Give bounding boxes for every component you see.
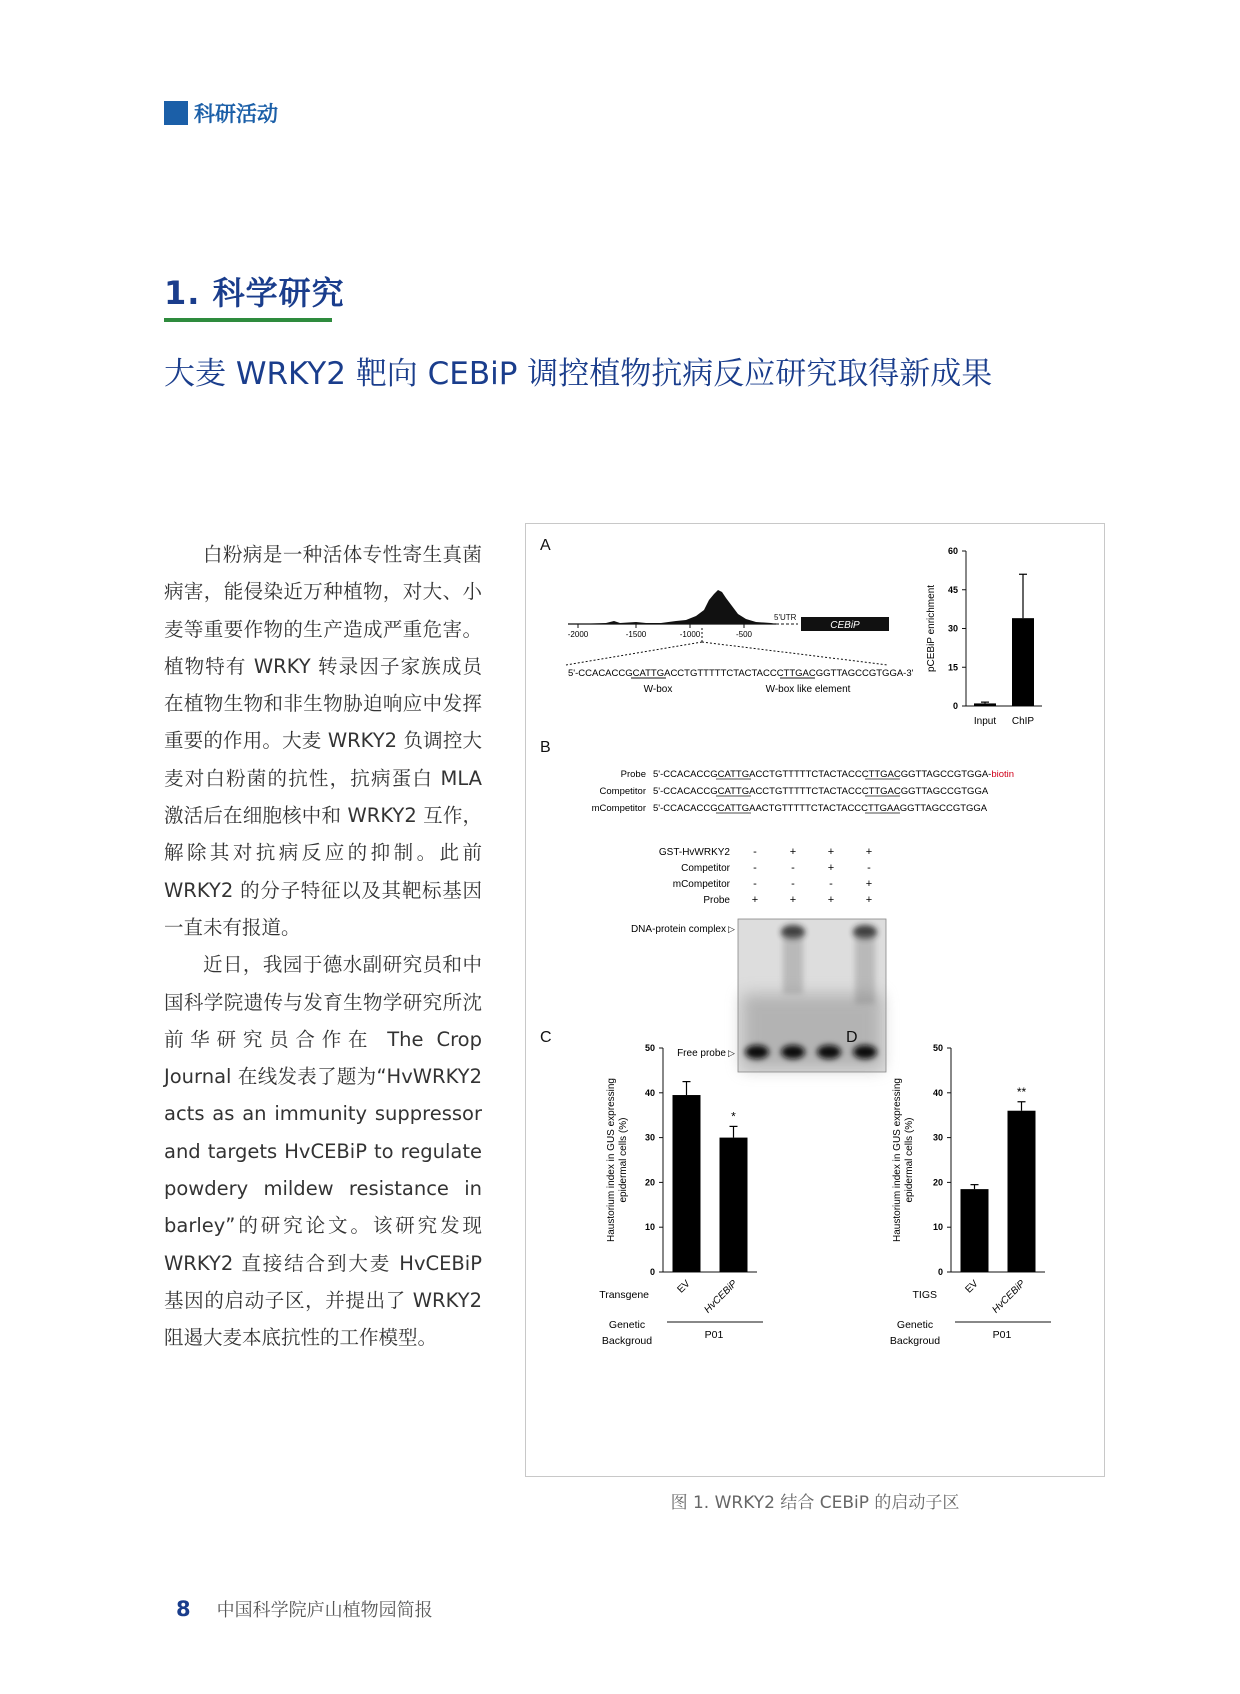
condition-mark: + (827, 862, 835, 874)
condition-mark: - (829, 878, 833, 890)
tick-label: -2000 (567, 630, 589, 639)
significance-mark: * (731, 1109, 736, 1124)
chip-peak (576, 590, 776, 624)
condition-name: mCompetitor (672, 879, 730, 890)
y-tick-label: 0 (952, 701, 958, 711)
y-tick-label: 10 (644, 1222, 655, 1233)
x-category-label: HvCEBiP (990, 1278, 1028, 1316)
y-axis-label: epidermal cells (%) (618, 1117, 629, 1203)
y-tick-label: 60 (947, 546, 958, 556)
y-tick-label: 0 (649, 1267, 655, 1277)
significance-mark: ** (1016, 1084, 1027, 1099)
seq-row-name: mCompetitor (591, 803, 646, 814)
free-probe-arrow: ▷ (728, 1048, 735, 1058)
seq-row-name: Competitor (599, 786, 646, 797)
page-footer (176, 1596, 433, 1622)
complex-arrow: ▷ (728, 924, 735, 934)
tick-label: -1000 (679, 630, 701, 639)
panel-label: D (846, 1029, 858, 1046)
group-label: Backgroud (889, 1335, 941, 1347)
y-tick-label: 50 (932, 1043, 943, 1053)
condition-mark: - (753, 846, 757, 858)
x-category-label: EV (963, 1278, 981, 1296)
seq-row-name: Probe (620, 769, 646, 780)
zoom-line-left (566, 642, 702, 665)
tick-label: -500 (735, 630, 753, 639)
wbox-label: W-box (643, 684, 673, 695)
condition-mark: - (791, 878, 795, 890)
bar (1008, 1111, 1036, 1272)
y-axis-label: epidermal cells (%) (904, 1117, 915, 1203)
article-body (164, 536, 482, 1357)
y-tick-label: 15 (947, 662, 958, 673)
y-tick-label: 20 (644, 1177, 655, 1188)
chart-tigs-haustorium (846, 1029, 1051, 1347)
condition-mark: - (867, 862, 871, 874)
figure-svg (526, 524, 1104, 1476)
chart-transgene-haustorium (540, 1029, 763, 1347)
seq-row-sequence: 5'-CCACACCGCATTGACCTGTTTTTCTACTACCCTTGACGGTTAGCCGTGGA-biotin (653, 769, 1015, 780)
publication-title: 中国科学院庐山植物园简报 (216, 1600, 433, 1621)
article-title: 大麦 WRKY2 靶向 CEBiP 调控植物抗病反应研究取得新成果 (164, 356, 993, 392)
condition-mark: - (753, 862, 757, 874)
section-heading (164, 268, 345, 322)
seq-row-sequence: 5'-CCACACCGCATTGACCTGTTTTTCTACTACCCTTGACGGTTAGCCGTGGA (653, 786, 989, 797)
group-label: Genetic (608, 1319, 646, 1331)
x-category-label: Input (973, 716, 997, 727)
header-section-label: 科研活动 (194, 102, 278, 126)
x-category-label: ChIP (1011, 716, 1035, 727)
promoter-sequence: 5'-CCACACCGCATTGACCTGTTTTTCTACTACCCTTGACGGTTAGCCGTGGA-3' (568, 668, 914, 679)
y-tick-label: 30 (644, 1132, 655, 1143)
y-axis-label: Haustorium index in GUS expressing (606, 1078, 617, 1242)
condition-mark: + (827, 846, 835, 858)
y-tick-label: 10 (932, 1222, 943, 1233)
seq-row-sequence: 5'-CCACACCGCATTGAACTGTTTTTCTACTACCCTTGAAGGTTAGCCGTGGA (653, 803, 988, 814)
group-label: Genetic (896, 1319, 934, 1331)
condition-name: Probe (703, 895, 730, 906)
condition-mark: + (751, 894, 759, 906)
y-axis-label: Haustorium index in GUS expressing (892, 1078, 903, 1242)
panel-b-label: B (540, 739, 551, 756)
condition-mark: - (753, 878, 757, 890)
x-category-label: EV (675, 1278, 693, 1296)
gene-label: CEBiP (830, 620, 860, 631)
y-tick-label: 0 (937, 1267, 943, 1277)
section-heading-underline (164, 318, 332, 322)
condition-mark: - (791, 862, 795, 874)
condition-mark: + (789, 846, 797, 858)
y-tick-label: 50 (644, 1043, 655, 1053)
free-probe-label: Free probe (677, 1048, 726, 1059)
y-tick-label: 20 (932, 1177, 943, 1188)
condition-name: GST-HvWRKY2 (658, 847, 730, 858)
y-tick-label: 45 (947, 584, 958, 595)
condition-name: Competitor (681, 863, 730, 874)
condition-mark: + (865, 846, 873, 858)
y-tick-label: 30 (932, 1132, 943, 1143)
group-label: Backgroud (601, 1335, 653, 1347)
row-label: TIGS (912, 1289, 937, 1301)
bar (1012, 618, 1034, 706)
group-value: P01 (992, 1329, 1012, 1341)
bar (720, 1138, 748, 1272)
condition-mark: + (865, 894, 873, 906)
y-tick-label: 40 (644, 1087, 655, 1098)
page-header (164, 100, 278, 126)
chart-chip-enrichment (926, 546, 1042, 727)
zoom-line-right (702, 642, 888, 665)
panel-a-label: A (540, 537, 551, 554)
y-tick-label: 40 (932, 1087, 943, 1098)
emsa-gel (738, 919, 886, 1072)
condition-mark: + (827, 894, 835, 906)
article-paragraph: 白粉病是一种活体专性寄生真菌病害，能侵染近万种植物，对大、小麦等重要作物的生产造成严重危害。植物特有 WRKY 转录因子家族成员在植物生物和非生物胁迫响应中发挥重要的作用。大麦 WRKY2 负调控大麦对白粉菌的抗性，抗病蛋白 MLA 激活后在细胞核中和 WRKY2 互作，解除其对抗病反应的抑制。此前 WRKY2 的分子特征以及其靶标基因一直未有报道。 (164, 543, 482, 939)
bar (673, 1095, 701, 1272)
page-number: 8 (176, 1597, 191, 1621)
article-paragraph: 近日，我园于德水副研究员和中国科学院遗传与发育生物学研究所沈前华研究员合作在 The Crop Journal 在线发表了题为“HvWRKY2 acts as an immunity suppressor and targets HvCEBiP to regulate powdery mildew resistance in barley”的研究论文。该研究发现 WRKY2 直接结合到大麦 HvCEBiP 基因的启动子区，并提出了 WRKY2 阻遏大麦本底抗性的工作模型。 (164, 953, 482, 1350)
wbox-like-label: W-box like element (765, 684, 851, 695)
bar (961, 1189, 989, 1272)
figure-caption: 图 1. WRKY2 结合 CEBiP 的启动子区 (670, 1493, 960, 1513)
panel-label: C (540, 1029, 552, 1046)
row-label: Transgene (599, 1289, 649, 1301)
bar (974, 703, 996, 706)
utr-label: 5'UTR (774, 613, 797, 622)
x-category-label: HvCEBiP (702, 1278, 740, 1316)
complex-label: DNA-protein complex (630, 924, 726, 935)
tick-label: -1500 (625, 630, 647, 639)
section-marker (164, 101, 188, 125)
figure-1 (525, 523, 1105, 1477)
y-tick-label: 30 (947, 623, 958, 634)
group-value: P01 (704, 1329, 724, 1341)
section-heading-text: 1. 科学研究 (164, 274, 345, 312)
condition-mark: + (789, 894, 797, 906)
y-axis-label: pCEBiP enrichment (926, 584, 937, 673)
condition-mark: + (865, 878, 873, 890)
